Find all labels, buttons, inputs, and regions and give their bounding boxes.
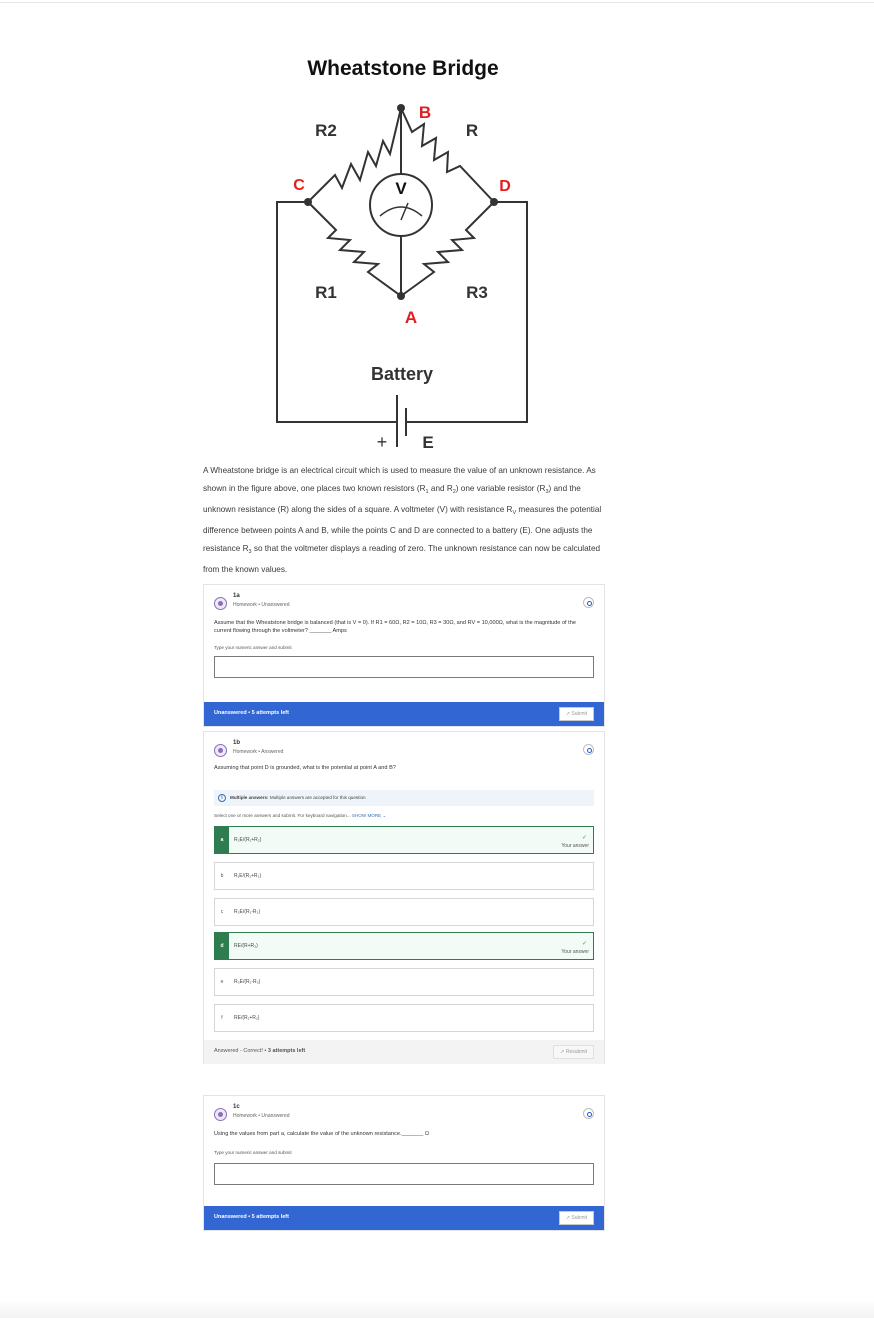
numeric-answer-input[interactable] xyxy=(214,656,594,678)
option-a[interactable]: a R₂E/(R₁+R₂) ✓ Your answer xyxy=(214,826,594,854)
option-f[interactable]: f RE/(R₁+R₂) xyxy=(214,1004,594,1032)
send-icon: ➚ xyxy=(560,1049,566,1055)
circuit-diagram xyxy=(200,40,610,460)
question-meta: Homework • Unanswered xyxy=(233,1113,290,1119)
label-R2: R2 xyxy=(315,121,337,140)
label-plus: + xyxy=(376,432,388,452)
send-icon: ➚ xyxy=(565,1215,572,1221)
label-B: B xyxy=(418,103,432,122)
question-footer xyxy=(204,1206,604,1230)
label-R3: R3 xyxy=(466,283,488,302)
info-icon: i xyxy=(218,794,226,802)
node-D xyxy=(490,198,498,206)
check-icon: ✓ xyxy=(581,941,587,947)
question-footer xyxy=(204,702,604,726)
node-A xyxy=(397,292,405,300)
question-number: 1b xyxy=(233,740,241,746)
question-footer xyxy=(204,1040,604,1064)
label-battery: Battery xyxy=(370,364,434,384)
option-c[interactable]: c R₂E/(R₁-R₂) xyxy=(214,898,594,926)
send-icon: ➚ xyxy=(565,711,572,717)
label-D: D xyxy=(499,178,511,195)
option-d[interactable]: d RE/(R+R₃) ✓ Your answer xyxy=(214,932,594,960)
label-R: R xyxy=(465,121,479,140)
your-answer-label: Your answer xyxy=(561,843,589,849)
wheatstone-figure xyxy=(200,40,610,460)
status-text: Answered - Correct! • 3 attempts left xyxy=(214,1048,306,1054)
question-number: 1a xyxy=(233,593,240,599)
question-text: Assuming that point D is grounded, what is the potential at point A and B? xyxy=(214,765,396,771)
question-card-1c xyxy=(203,1095,605,1231)
select-instructions: Select one or more answers and submit. For keyboard navigation... SHOW MORE ⌄ xyxy=(214,813,387,818)
top-divider xyxy=(0,0,874,3)
label-C: C xyxy=(293,177,305,194)
bottom-band xyxy=(0,1300,874,1318)
wire-right xyxy=(410,202,527,422)
description-paragraph: A Wheatstone bridge is an electrical circuit which is used to measure the value of an unknown resistance. As shown in the figure above, one places two known resistors ($R_1$ and $R_2$) one variable resistor $(R_3)$ and the unknown resistance (R) along the sides of a square. A voltmeter (V) with resistance $R_V$ measures the potential difference between points A and B, while the points C and D are connected to a battery (E). One adjusts the resistance $R_3$ so that the voltmeter displays a reading of zero. The unknown resistance can now be calculated from the known values. xyxy=(203,466,602,574)
show-more-link[interactable]: SHOW MORE ⌄ xyxy=(351,813,387,818)
node-B xyxy=(397,104,405,112)
target-icon[interactable] xyxy=(583,597,594,608)
option-b[interactable]: b R₁E/(R₁+R₂) xyxy=(214,862,594,890)
question-meta: Homework • Unanswered xyxy=(233,602,290,608)
status-text: Unanswered • 5 attempts left xyxy=(214,1214,289,1220)
answer-hint: Type your numeric answer and submit xyxy=(214,645,292,650)
question-number: 1c xyxy=(233,1104,240,1110)
homework-icon xyxy=(214,1108,227,1121)
label-R1: R1 xyxy=(315,283,337,302)
question-card-1b xyxy=(203,731,605,1064)
submit-button[interactable]: ➚ Submit xyxy=(559,707,594,721)
homework-icon xyxy=(214,744,227,757)
figure-title: Wheatstone Bridge xyxy=(307,57,499,80)
status-text: Unanswered • 5 attempts left xyxy=(214,710,289,716)
label-E: E xyxy=(422,433,434,452)
wire-left xyxy=(277,202,391,422)
question-text: Using the values from part a, calculate the value of the unknown resistance._______ Ω xyxy=(214,1131,430,1137)
option-e[interactable]: e R₃E/(R₁-R₃) xyxy=(214,968,594,996)
resubmit-button[interactable]: ➚ Resubmit xyxy=(553,1045,594,1059)
target-icon[interactable] xyxy=(583,744,594,755)
question-text: Assume that the Wheatstone bridge is balanced (that is V = 0). If R1 = 60Ω, R2 = 10Ω, R3 = 30Ω, and RV = 10,000Ω, what is the magnitude of the current flowing through the voltmeter? _______ Amps xyxy=(214,620,576,634)
node-C xyxy=(304,198,312,206)
target-icon[interactable] xyxy=(583,1108,594,1119)
answer-hint: Type your numeric answer and submit xyxy=(214,1150,292,1155)
your-answer-label: Your answer xyxy=(561,949,589,955)
label-A: A xyxy=(404,308,418,327)
homework-icon xyxy=(214,597,227,610)
question-meta: Homework • Answered xyxy=(233,749,284,755)
check-icon: ✓ xyxy=(581,835,587,841)
multiple-answers-notice: i Multiple answers: Multiple answers are accepted for this question xyxy=(214,790,594,806)
numeric-answer-input[interactable] xyxy=(214,1163,594,1185)
label-V: V xyxy=(395,179,407,198)
submit-button[interactable]: ➚ Submit xyxy=(559,1211,594,1225)
question-card-1a xyxy=(203,584,605,727)
